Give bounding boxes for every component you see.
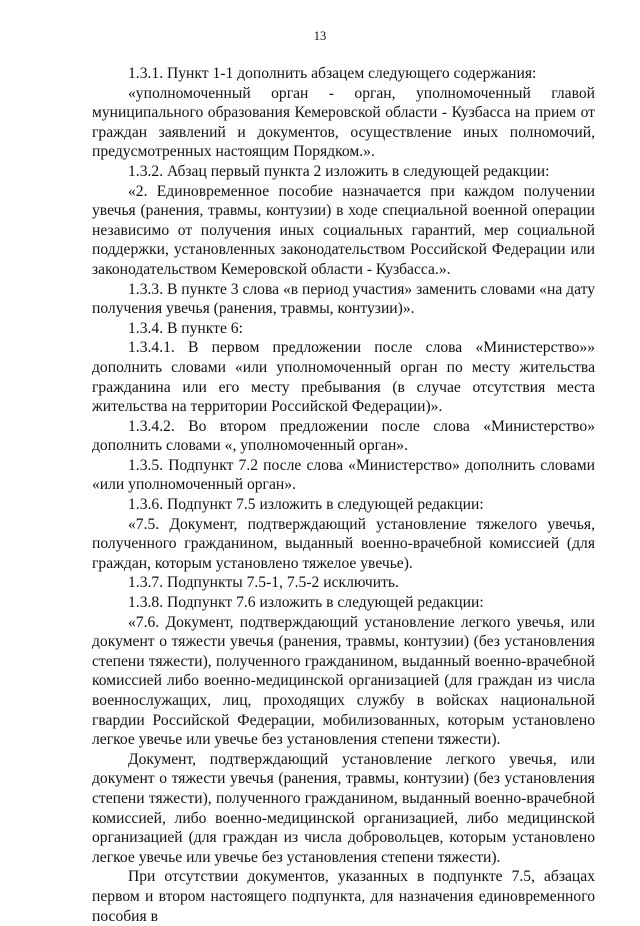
paragraph-quote-authorized-body: «уполномоченный орган - орган, уполномоченный главой муниципального образования Кемеровской области - Кузбасса на прием от граждан заявлений и документов, осуществление иных полномочий, предусмотренных настоящим Порядком.». bbox=[92, 84, 595, 161]
paragraph-1-3-4: 1.3.4. В пункте 6: bbox=[128, 319, 243, 337]
paragraph-1-3-4-1: 1.3.4.1. В первом предложении после слова «Министерство»» дополнить словами «или уполномоченный орган по месту жительства гражданина или его месту пребывания (в случае отсутствия места жительства на территории Российской Федерации)». bbox=[92, 339, 595, 416]
paragraph-1-3-7: 1.3.7. Подпункты 7.5-1, 7.5-2 исключить. bbox=[128, 574, 399, 592]
paragraph-1-3-8: 1.3.8. Подпункт 7.6 изложить в следующей редакции: bbox=[128, 594, 484, 612]
paragraph-1-3-5: 1.3.5. Подпункт 7.2 после слова «Министерство» дополнить словами «или уполномоченный орган». bbox=[92, 456, 595, 494]
paragraph-1-3-2: 1.3.2. Абзац первый пункта 2 изложить в следующей редакции: bbox=[128, 162, 550, 180]
paragraph-1-3-6: 1.3.6. Подпункт 7.5 изложить в следующей редакции: bbox=[128, 496, 484, 514]
paragraph-1-3-1: 1.3.1. Пункт 1-1 дополнить абзацем следующего содержания: bbox=[128, 65, 537, 82]
page-number: 13 bbox=[313, 29, 327, 43]
paragraph-quote-item-2: «2. Единовременное пособие назначается при каждом получении увечья (ранения, травмы, контузии) в ходе специальной военной операции независимо от получения иных социальных гарантий, мер социальной поддержки, установленных законодательством Российской Федерации или законодательством Кемеровской области - Кузбасса.». bbox=[92, 182, 595, 278]
paragraph-quote-item-7-5: «7.5. Документ, подтверждающий установление тяжелого увечья, полученного гражданином, выданный военно-врачебной комиссией (для граждан, которым установлено тяжелое увечье). bbox=[92, 515, 595, 572]
paragraph-quote-item-7-6: «7.6. Документ, подтверждающий установление легкого увечья, или документ о тяжести увечья (ранения, травмы, контузии) (без установления степени тяжести), полученного гражданином, выданный военно-врачебной комиссией либо военно-медицинской организацией (для граждан из числа военнослужащих, лиц, проходящих службу в войсках национальной гвардии Российской Федерации, мобилизованных, которым установлено легкое увечье или увечье без установления степени тяжести). bbox=[92, 613, 595, 749]
document-body bbox=[92, 64, 595, 926]
paragraph-1-3-4-2: 1.3.4.2. Во втором предложении после слова «Министерство» дополнить словами «, уполномоченный орган». bbox=[92, 417, 595, 455]
paragraph-volunteer-document: Документ, подтверждающий установление легкого увечья, или документ о тяжести увечья (ранения, травмы, контузии) (без установления степени тяжести), полученного гражданином, выданный военно-врачебной комиссией, либо военно-медицинской организацией, либо медицинской организацией (для граждан из числа добровольцев, которым установлено легкое увечье или увечье без установления степени тяжести). bbox=[92, 750, 595, 866]
paragraph-missing-documents: При отсутствии документов, указанных в подпункте 7.5, абзацах первом и втором настоящего подпункта, для назначения единовременного пособия в bbox=[92, 868, 595, 925]
paragraph-1-3-3: 1.3.3. В пункте 3 слова «в период участия» заменить словами «на дату получения увечья (ранения, травмы, контузии)». bbox=[92, 280, 595, 318]
